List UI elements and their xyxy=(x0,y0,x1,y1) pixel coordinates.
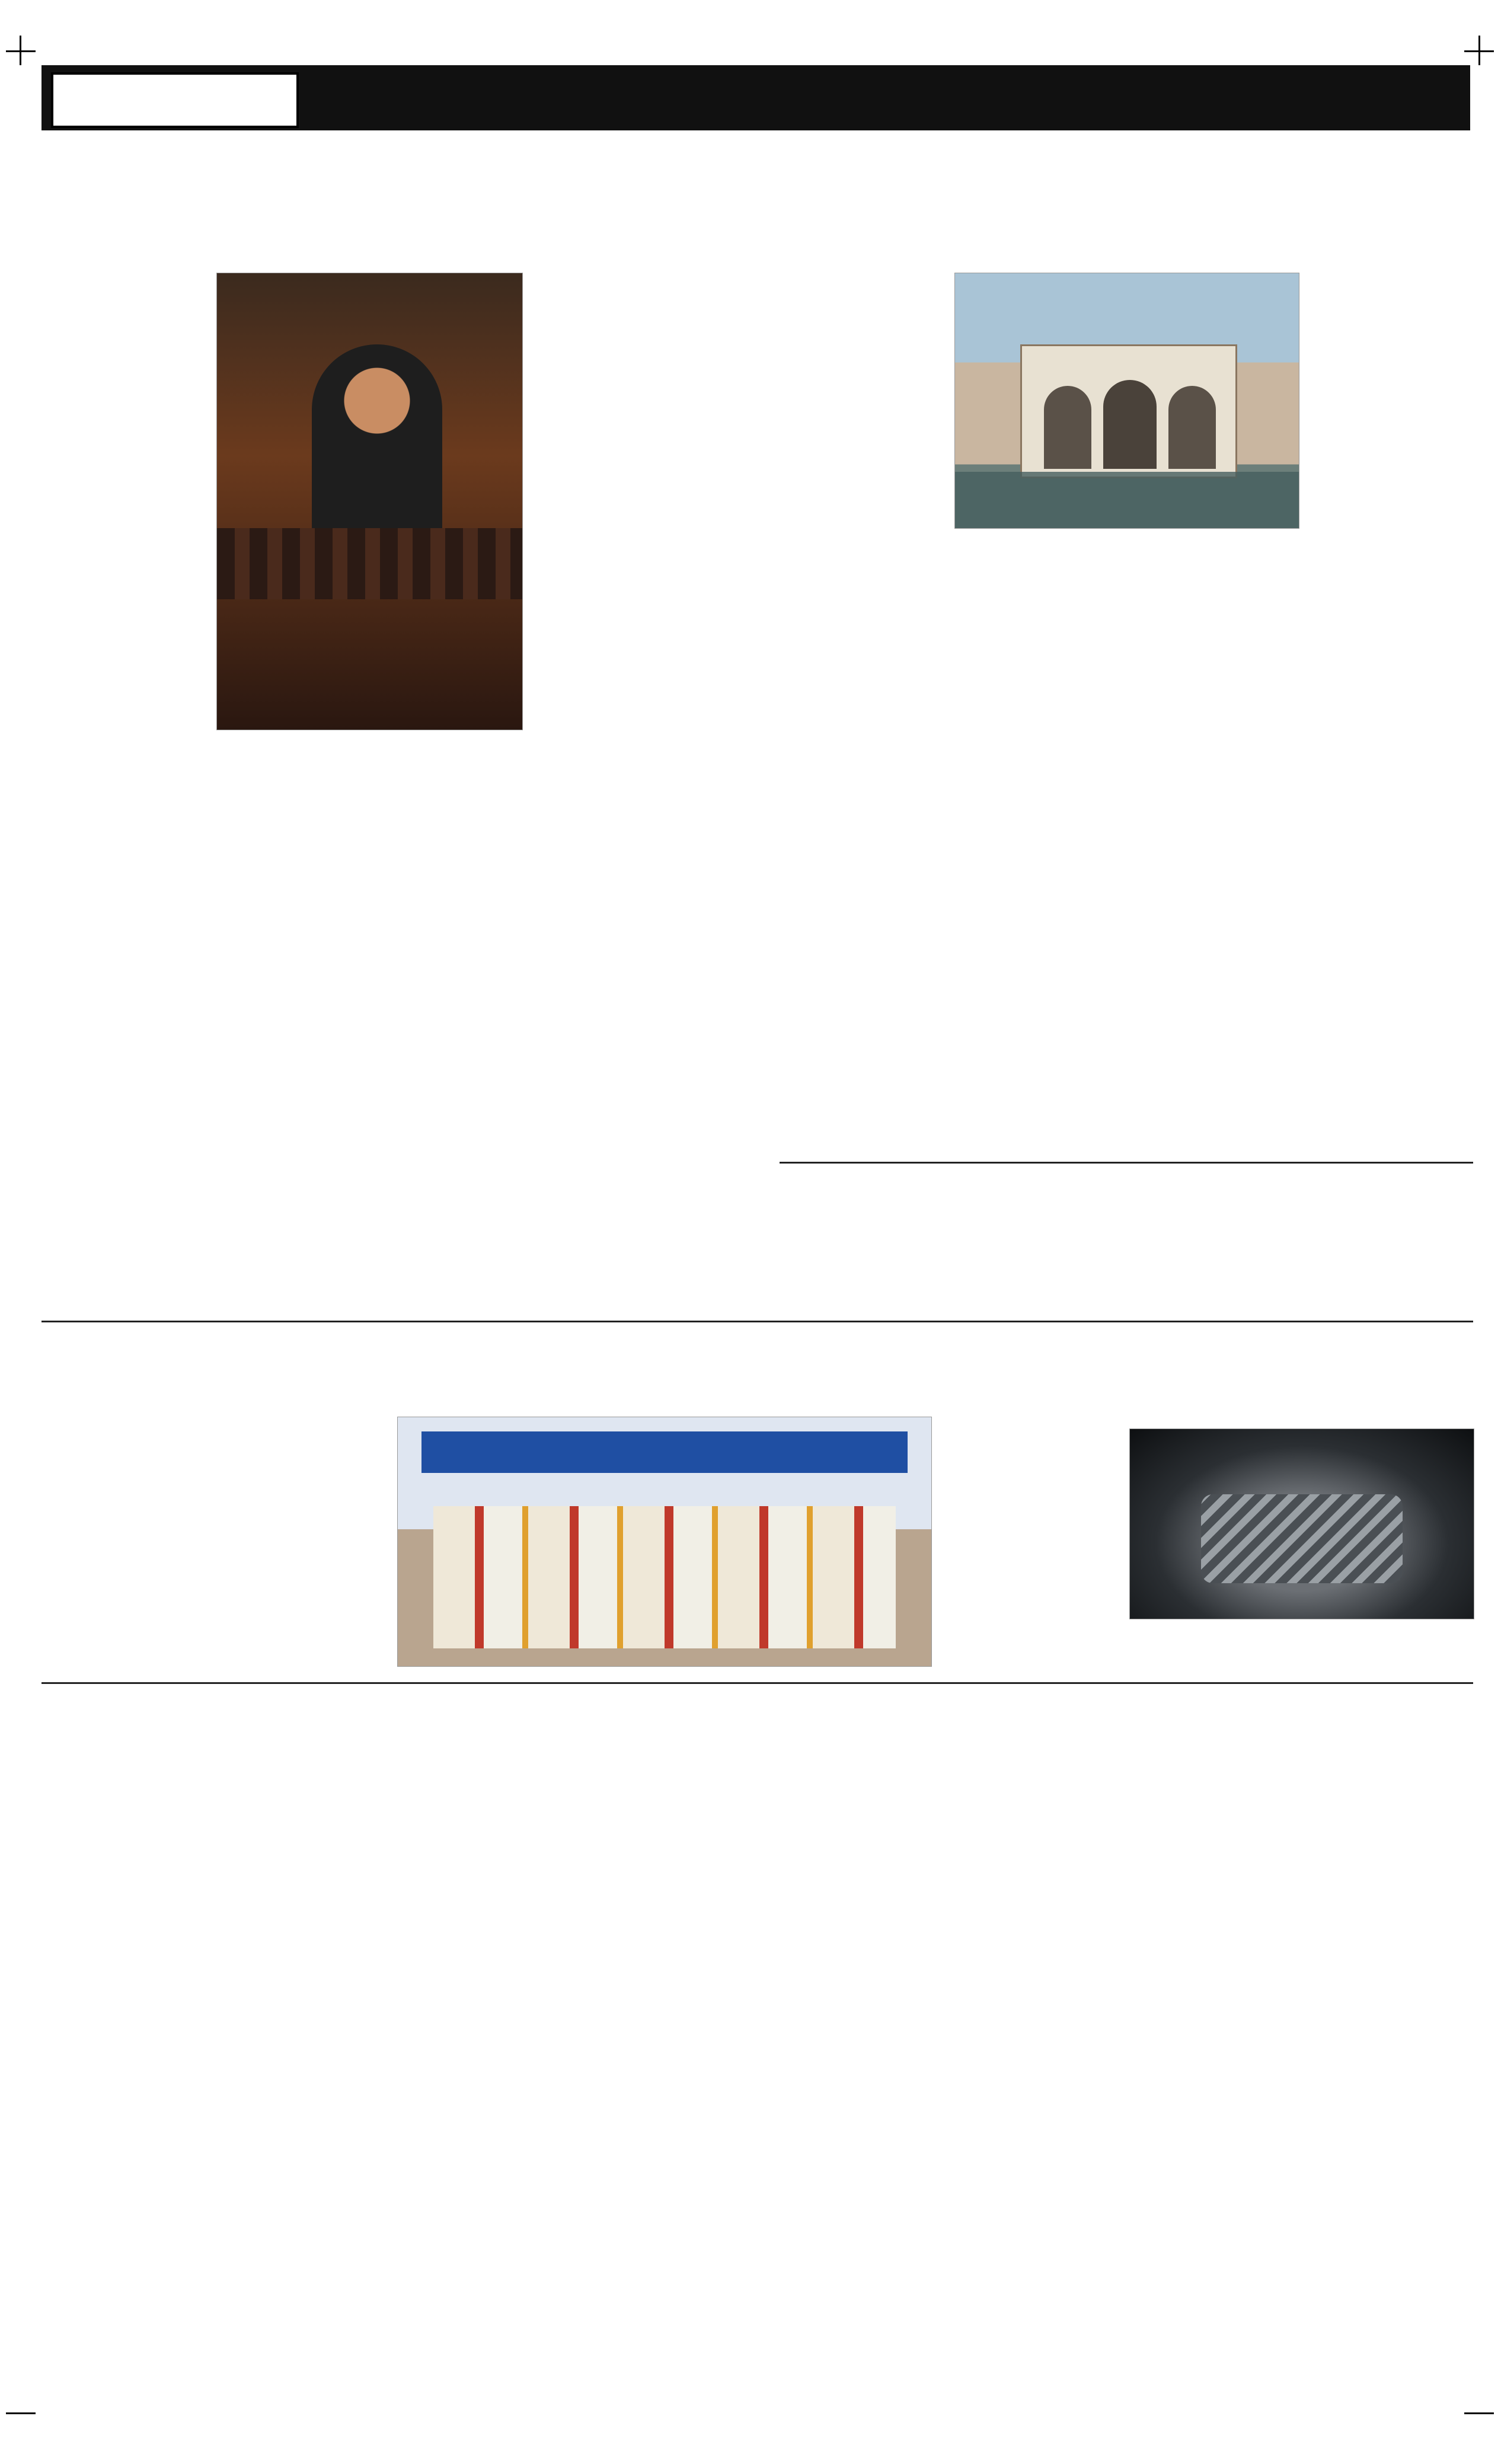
temple-photo xyxy=(954,273,1299,529)
sugriba-body-col2 xyxy=(1307,273,1473,1156)
karma-poster xyxy=(216,273,523,730)
sugriba-body-col3 xyxy=(954,536,1298,1156)
book-launch-photo xyxy=(397,1417,932,1667)
crop-mark-bottom-right xyxy=(1464,2412,1494,2414)
book-launch-body-col1 xyxy=(216,1417,388,2264)
book-launch-banner xyxy=(421,1431,908,1473)
newspaper-logo xyxy=(51,72,299,128)
masthead-bar xyxy=(41,65,1470,130)
accident-photo xyxy=(1129,1428,1474,1619)
helpless-woman-body xyxy=(41,1446,207,2264)
divider-diwali-top xyxy=(780,1162,1473,1164)
crop-mark-top-left-v xyxy=(20,36,21,65)
book-launch-body-col3 xyxy=(940,1417,1120,2264)
temple-arch-right xyxy=(1168,386,1216,469)
temple-arch-center xyxy=(1103,380,1157,469)
bsf-body xyxy=(1129,1627,1473,2264)
divider-middle-top xyxy=(41,1321,1473,1322)
flood-water xyxy=(955,472,1299,528)
temple-arch-left xyxy=(1044,386,1091,469)
guest-row xyxy=(433,1506,896,1648)
karma-body-col1 xyxy=(41,273,207,1209)
crop-mark-top-right-v xyxy=(1478,36,1480,65)
crop-mark-bottom-left xyxy=(6,2412,36,2414)
diwali-body xyxy=(783,1212,1473,1313)
wrecked-vehicle xyxy=(1201,1494,1403,1583)
karma-body-col2 xyxy=(531,273,768,735)
divider-bottom-top xyxy=(41,1682,1473,1684)
karma-body-bottom xyxy=(216,738,768,1209)
poster-crowd xyxy=(217,528,522,599)
book-launch-body-col2 xyxy=(397,1674,931,2264)
sugriba-body-col1 xyxy=(783,273,948,1156)
